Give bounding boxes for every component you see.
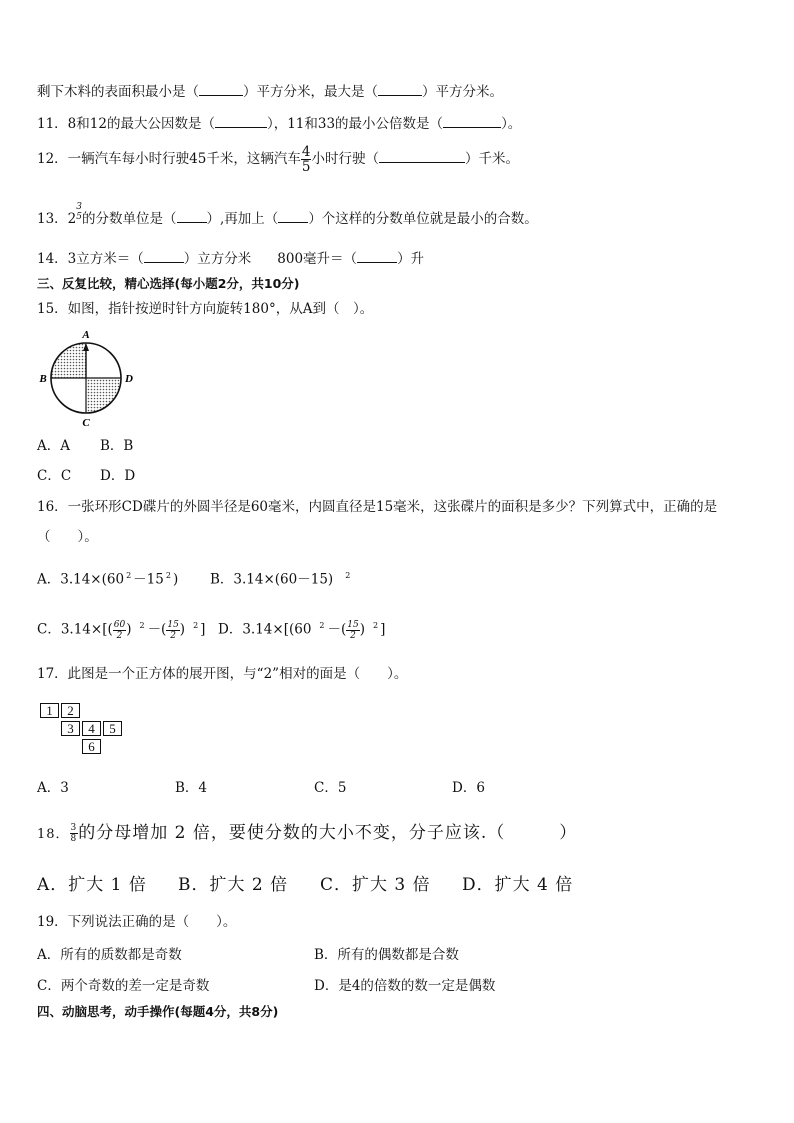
q10-text-b: ）平方分米，最大是（ <box>243 84 378 100</box>
q17-stem: 17．此图是一个正方体的展开图，与“2”相对的面是（ ）。 <box>37 666 408 682</box>
q17-option-d[interactable]: D．6 <box>452 780 485 796</box>
q18-option-b[interactable]: B．扩大 2 倍 <box>178 875 289 895</box>
q10-blank-2[interactable] <box>378 82 422 96</box>
q19-option-a[interactable]: A．所有的质数都是奇数 <box>37 947 182 963</box>
q12-text-a: 12．一辆汽车每小时行驶45千米，这辆汽车 <box>37 151 301 167</box>
q11-blank-2[interactable] <box>443 114 501 128</box>
q13 <box>37 202 538 228</box>
q15-label-b: B <box>39 373 47 385</box>
q17-face-3: 3 <box>61 721 80 736</box>
q15-label-d: D <box>125 373 133 385</box>
q12-text-b: 小时行驶（ <box>311 151 379 167</box>
q14-text-c: 800毫升＝（ <box>277 251 358 267</box>
q12-text-c: ）千米。 <box>464 151 519 167</box>
q18-option-a[interactable]: A．扩大 1 倍 <box>37 875 147 895</box>
q15-stem: 15．如图，指针按逆时针方向旋转180°，从A到（ ）。 <box>37 301 374 317</box>
q10-tail <box>37 82 503 101</box>
q19-option-b[interactable]: B．所有的偶数都是合数 <box>314 947 459 963</box>
q17-option-b[interactable]: B．4 <box>175 780 208 796</box>
q14-blank-2[interactable] <box>357 249 397 263</box>
q18-option-c[interactable]: C．扩大 3 倍 <box>320 875 431 895</box>
q18-option-d[interactable]: D．扩大 4 倍 <box>462 875 574 895</box>
q10-blank-1[interactable] <box>199 82 243 96</box>
q15-label-c: C <box>82 417 90 428</box>
q16-option-b[interactable]: B．3.14×(60－15) $^2$ <box>210 571 351 588</box>
q17-face-2: 2 <box>61 703 80 718</box>
q13-text-a: 13．2 <box>37 211 77 227</box>
q14-text-b: ）立方分米 <box>183 251 252 267</box>
q15-option-c[interactable]: C．C <box>37 468 72 484</box>
q10-text-c: ）平方分米。 <box>422 84 503 100</box>
q15-option-a[interactable]: A．A <box>37 438 70 454</box>
q15-clock-diagram <box>36 328 136 428</box>
q11 <box>37 114 521 133</box>
q19-option-d[interactable]: D．是4的倍数的数一定是偶数 <box>314 978 496 994</box>
q16-option-c[interactable]: C．3.14×[( $\frac{60}{2}$ ) $^2$ －( $\frac{15}{2}$ ) $^2$ ] <box>37 619 206 641</box>
q17-face-5: 5 <box>103 721 122 736</box>
q19-stem: 19．下列说法正确的是（ ）。 <box>37 914 237 930</box>
q11-text-b: ），11和33的最小公倍数是（ <box>266 116 444 132</box>
section-3-heading: 三、反复比较，精心选择(每小题2分，共10分) <box>37 276 300 291</box>
q14-text-d: ）升 <box>397 251 425 267</box>
q11-text-c: ）。 <box>501 116 522 132</box>
q13-text-d: ）个这样的分数单位就是最小的合数。 <box>308 211 538 227</box>
q15-option-b[interactable]: B．B <box>100 438 134 454</box>
q11-text-a: 11．8和12的最大公因数是（ <box>37 116 215 132</box>
q17-face-1: 1 <box>40 703 59 718</box>
q11-blank-1[interactable] <box>215 114 267 128</box>
q17-option-a[interactable]: A．3 <box>37 780 69 796</box>
q17-face-4: 4 <box>82 721 101 736</box>
q10-text-a: 剩下木料的表面积最小是（ <box>37 84 199 100</box>
q18-stem: 18． $\frac{3}{8}$ 的分母增加 2 倍，要使分数的大小不变，分子应该.（ ） <box>37 823 578 844</box>
q13-text-b: 的分数单位是（ <box>82 211 177 227</box>
q15-label-a: A <box>82 329 90 341</box>
q14-blank-1[interactable] <box>144 249 184 263</box>
q19-option-c[interactable]: C．两个奇数的差一定是奇数 <box>37 978 210 994</box>
q16-option-d[interactable]: D．3.14×[(60 $^2$ －( $\frac{15}{2}$ ) $^2$ ] <box>218 619 386 641</box>
q16-stem-cont: （ ）。 <box>37 529 98 545</box>
section-4-heading: 四、动脑思考，动手操作(每题4分，共8分) <box>37 1004 279 1019</box>
q16-option-a[interactable]: A．3.14×(60 $^2$ －15 $^2$ ) <box>37 571 179 588</box>
q13-blank-1[interactable] <box>177 209 207 223</box>
q14 <box>37 249 424 268</box>
q13-fraction: 3 5 <box>76 202 83 222</box>
q17-face-6: 6 <box>82 739 101 754</box>
q13-blank-2[interactable] <box>278 209 308 223</box>
q14-text-a: 14．3立方米＝（ <box>37 251 144 267</box>
q17-cube-net <box>40 703 140 755</box>
q12-blank[interactable] <box>379 149 465 163</box>
q16-stem: 16．一张环形CD碟片的外圆半径是60毫米，内圆直径是15毫米，这张碟片的面积是多少？下列算式中，正确的是 <box>37 499 718 515</box>
q12-fraction: $\frac{4}{5}$ <box>301 144 311 175</box>
q12 <box>37 141 519 177</box>
q13-text-c: ）,再加上（ <box>206 211 279 227</box>
q15-option-d[interactable]: D．D <box>100 468 136 484</box>
q17-option-c[interactable]: C．5 <box>314 780 347 796</box>
